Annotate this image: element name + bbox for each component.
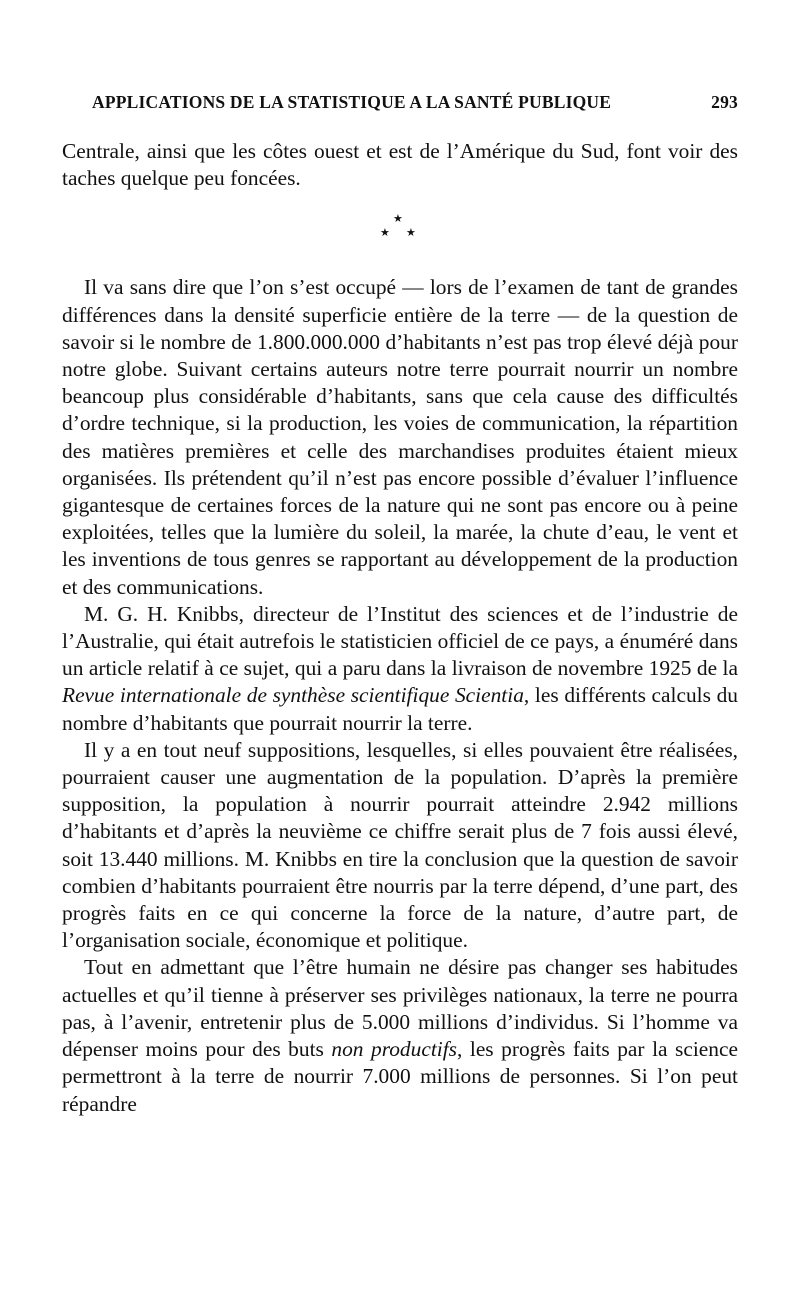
asterism-star-icon: ★ xyxy=(393,213,403,226)
paragraph-population-capacity: Il va sans dire que l’on s’est occupé — lors de l’examen de tant de grandes différences dans la densité superficie entière de la terre — de la question de savoir si le nombre de 1.800.000.000 d’habitants n’est pas trop élevé déjà pour notre globe. Suivant certains auteurs notre terre pourrait nourrir un nombre beancoup plus considérable d’habitants, sans que cela cause des difficultés d’ordre technique, si la production, les voies de communication, la répartition des matières premières et celle des marchandises produites étaient mieux organisées. Ils prétendent qu’il n’est pas encore possible d’évaluer l’influence gigantesque de certaines forces de la nature qui ne sont pas encore ou à peine exploitées, telles que la lumière du soleil, la marée, la chute d’eau, le vent et les inventions de tous genres se rapportant au développement de la production et des communications. xyxy=(62,275,738,599)
asterism-star-icon: ★ xyxy=(380,227,390,240)
paragraph-future-text-a: Tout en admettant que l’être humain ne désire pas changer ses habitudes actuelles et qu’il tienne à préserver ses privilèges nationaux, la terre ne pourra pas, à l’avenir, entretenir plus de 5.000 millions d’individus. Si l’homme va dépenser moins pour des buts xyxy=(62,955,738,1062)
journal-title: Revue internationale de synthèse scientifique Scientia xyxy=(62,683,524,708)
paragraph-knibbs xyxy=(62,601,738,737)
paragraph-future-text-b: , les progrès faits par la science permettront à la terre de nourrir 7.000 millions de personnes. Si l’on peut répandre xyxy=(62,1037,738,1116)
body-text xyxy=(62,138,738,1118)
running-head-title: APPLICATIONS DE LA STATISTIQUE A LA SANTÉ PUBLIQUE xyxy=(92,92,612,112)
paragraph-future-capacity xyxy=(62,954,738,1117)
asterism-star-icon: ★ xyxy=(406,227,416,240)
paragraph-knibbs-text-b: , les différents calculs du nombre d’habitants que pourrait nourrir la terre. xyxy=(62,683,738,735)
page-number: 293 xyxy=(711,92,738,112)
paragraph-knibbs-text-a: M. G. H. Knibbs, directeur de l’Institut des sciences et de l’industrie de l’Australie, qui était autrefois le statisticien officiel de ce pays, a énuméré dans un article relatif à ce sujet, qui a paru dans la livraison de novembre 1925 de la xyxy=(62,601,738,681)
italic-phrase: non productifs xyxy=(331,1037,457,1062)
page xyxy=(62,92,738,1118)
paragraph-continuation: Centrale, ainsi que les côtes ouest et est de l’Amérique du Sud, font voir des taches quelque peu foncées. xyxy=(62,139,738,191)
paragraph-suppositions: Il y a en tout neuf suppositions, lesquelles, si elles pouvaient être réalisées, pourraient causer une augmentation de la population. D’après la première supposition, la population à nourrir pourrait atteindre 2.942 millions d’habitants et d’après la neuvième ce chiffre serait plus de 7 fois aussi élevé, soit 13.440 millions. M. Knibbs en tire la conclusion que la question de savoir combien d’habitants pourraient être nourris par la terre dépend, d’une part, des progrès faits en ce qui concerne la force de la nature, d’autre part, de l’organisation sociale, économique et politique. xyxy=(62,737,738,953)
asterism-ornament xyxy=(62,192,738,274)
running-head xyxy=(92,92,738,122)
